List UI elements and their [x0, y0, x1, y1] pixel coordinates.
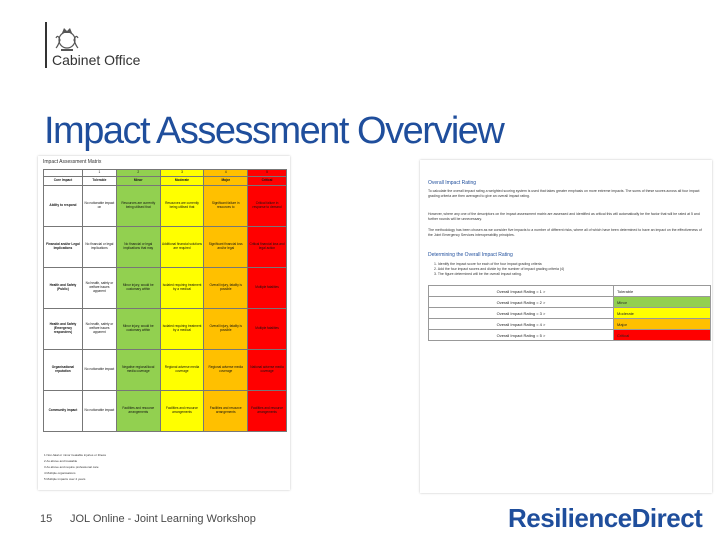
rating-row: [429, 286, 711, 297]
rating-paragraph-1: To calculate the overall impact rating a weighted scoring system is used that takes greater emphasis on more extreme impacts. The sums of these scores across all four impact grading criteria are then averaged to give an overall impact rating.: [428, 189, 700, 198]
royal-crest-icon: [52, 24, 82, 54]
matrix-cell: Critical financial loss and legal action: [248, 227, 287, 268]
step-item: 2. Add the four impact scores and divide by the number of impact grading criteria (4): [434, 267, 565, 271]
step-item: 1. Identify the impact score for each of the four impact grading criteria: [434, 262, 542, 266]
matrix-header-cell: Critical: [248, 177, 287, 186]
matrix-category-cell: Health and Safety (Emergency responders): [44, 309, 83, 350]
matrix-cell: No noticeable impact: [82, 350, 116, 391]
matrix-cell: Significant financial loss and/or legal: [204, 227, 248, 268]
matrix-cell: National adverse media coverage: [248, 350, 287, 391]
matrix-header-cell: Core Impact: [44, 177, 83, 186]
matrix-number-row: [44, 170, 287, 177]
step-item: 3. The figure determined will be the overall impact rating.: [434, 272, 522, 276]
matrix-cell: Regional adverse media coverage: [160, 350, 204, 391]
matrix-header-cell: Major: [204, 177, 248, 186]
impact-matrix-table: [43, 169, 287, 432]
matrix-category-cell: Ability to respond: [44, 186, 83, 227]
matrix-header-cell: Minor: [116, 177, 160, 186]
matrix-cell: Resources are currently being utilised that: [160, 186, 204, 227]
matrix-number-cell: 4: [204, 170, 248, 177]
rating-row: [429, 319, 711, 330]
logo-divider: [45, 22, 47, 68]
matrix-category-cell: Community impact: [44, 391, 83, 432]
rating-document: [420, 160, 712, 493]
footer-text: JOL Online - Joint Learning Workshop: [70, 513, 256, 525]
matrix-cell: Facilities and resource arrangements: [248, 391, 287, 432]
matrix-cell: Minor injury, would be customary within: [116, 309, 160, 350]
matrix-number-cell: 1: [82, 170, 116, 177]
matrix-cell: No health, safety or welfare issues apparent: [82, 268, 116, 309]
matrix-row: [44, 227, 287, 268]
rating-label: Overall Impact Rating = 1 >: [429, 286, 614, 297]
matrix-cell: Negative regional/local media coverage: [116, 350, 160, 391]
rating-label: Overall Impact Rating = 3 >: [429, 308, 614, 319]
matrix-number-cell: 2: [116, 170, 160, 177]
rating-value: Minor: [614, 297, 711, 308]
matrix-footnotes: [44, 452, 106, 482]
matrix-row: [44, 350, 287, 391]
footnote: 5 Multiple impacts over 2 years: [44, 477, 86, 481]
matrix-cell: No health, safety or welfare issues apparent: [82, 309, 116, 350]
rating-value: Tolerable: [614, 286, 711, 297]
matrix-cell: Facilities and resource arrangements: [160, 391, 204, 432]
slide-number: 15: [40, 513, 53, 525]
matrix-header-cell: Tolerable: [82, 177, 116, 186]
matrix-cell: Facilities and resource arrangements: [116, 391, 160, 432]
rating-label: Overall Impact Rating = 5 >: [429, 330, 614, 341]
matrix-cell: Minor injury, would be customary within: [116, 268, 160, 309]
matrix-cell: Critical failure in response to demand: [248, 186, 287, 227]
matrix-cell: No financial or legal implications: [82, 227, 116, 268]
matrix-cell: No noticeable impact: [82, 391, 116, 432]
cabinet-office-logo: [40, 22, 170, 70]
matrix-row: [44, 391, 287, 432]
footnote: 4 Multiple organisations: [44, 471, 76, 475]
rating-label: Overall Impact Rating = 4 >: [429, 319, 614, 330]
matrix-row: [44, 309, 287, 350]
rating-row: [429, 330, 711, 341]
matrix-category-cell: Financial and/or Legal Implications: [44, 227, 83, 268]
matrix-cell: Additional financial solutions are required: [160, 227, 204, 268]
matrix-header-row: [44, 177, 287, 186]
matrix-header-cell: Moderate: [160, 177, 204, 186]
matrix-cell: Overall injury, fatality is possible: [204, 268, 248, 309]
rating-row: [429, 308, 711, 319]
matrix-title: Impact Assessment Matrix: [43, 159, 102, 165]
matrix-number-cell: 5: [248, 170, 287, 177]
rating-value: Moderate: [614, 308, 711, 319]
matrix-category-cell: Health and Safety (Public): [44, 268, 83, 309]
matrix-cell: Multiple fatalities: [248, 268, 287, 309]
matrix-cell: Isolated requiring treatment by a medical: [160, 268, 204, 309]
footnote: 2 As above and treatable: [44, 459, 78, 463]
rating-paragraph-2: However, where any one of the descriptors on the impact assessment matrix are assessed and identified as critical this will automatically be the factor that will be rated at 5 and further rounds will be unnecessary.: [428, 212, 700, 221]
matrix-cell: Resources are currently being utilised that: [116, 186, 160, 227]
matrix-cell: No noticeable impact on: [82, 186, 116, 227]
matrix-cell: Overall injury, fatality is possible: [204, 309, 248, 350]
matrix-number-cell: [44, 170, 83, 177]
matrix-row: [44, 268, 287, 309]
footnote: 1 Non-fatal or minor treatable injuries or illness: [44, 453, 107, 457]
footnote: 3 As above and require professional care: [44, 465, 99, 469]
resilience-direct-logo: ResilienceDirect: [508, 503, 703, 533]
matrix-cell: No financial or legal implications that may: [116, 227, 160, 268]
matrix-cell: Multiple fatalities: [248, 309, 287, 350]
slide-title: Impact Assessment Overview: [44, 110, 504, 152]
matrix-cell: Facilities and resource arrangements: [204, 391, 248, 432]
steps-list: [434, 262, 564, 277]
rating-row: [429, 297, 711, 308]
rating-value: Major: [614, 319, 711, 330]
rating-value: Critical: [614, 330, 711, 341]
org-name: Cabinet Office: [52, 52, 141, 68]
matrix-cell: Significant failure in resources to: [204, 186, 248, 227]
matrix-cell: Isolated requiring treatment by a medical: [160, 309, 204, 350]
overall-rating-table: [428, 285, 711, 341]
determining-heading: Determining the Overall Impact Rating: [428, 252, 513, 258]
rating-paragraph-3: The methodology has been chosen as we consider five impacts to a number of different risks, where all of which have been determined to have an impact on the effectiveness of the Joint Emergency Services interoperability principles.: [428, 228, 702, 237]
impact-matrix-document: [38, 156, 290, 490]
rating-heading: Overall Impact Rating: [428, 180, 477, 186]
matrix-row: [44, 186, 287, 227]
matrix-cell: Regional adverse media coverage: [204, 350, 248, 391]
matrix-category-cell: Organisational reputation: [44, 350, 83, 391]
matrix-number-cell: 3: [160, 170, 204, 177]
rating-label: Overall Impact Rating = 2 >: [429, 297, 614, 308]
